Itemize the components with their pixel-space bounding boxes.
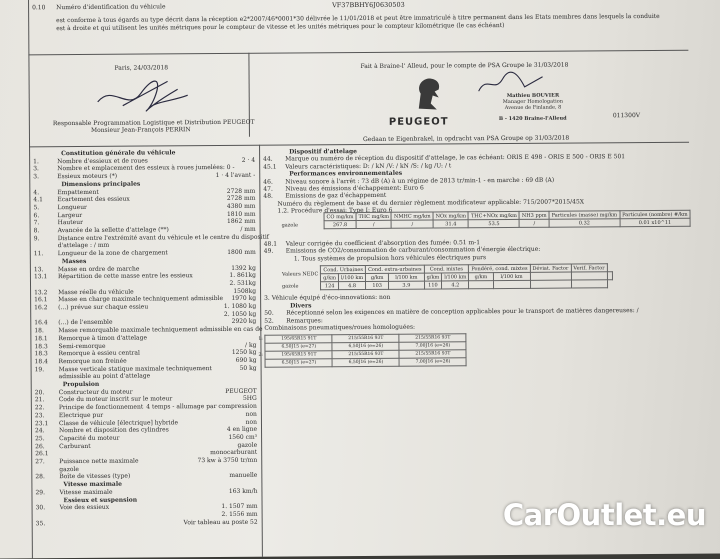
field-label: Masse en ordre de marche [58, 265, 140, 273]
field-label: Remarques: [286, 317, 323, 324]
field-number: 18.1 [34, 335, 47, 342]
field-label: Emissions de CO2/consommation de carburant/consommation d'énergie électrique: [286, 246, 541, 255]
table-cell [469, 281, 493, 289]
field-value: 1. 1507 mm [221, 503, 257, 510]
field-number: 5. [33, 204, 39, 211]
table-cell: 195/65R15 91T [265, 351, 332, 359]
section-heading: Essieux et suspension [63, 496, 137, 504]
field-value: non [246, 418, 257, 425]
right-place-date: Fait à Braine-l' Alleud, pour le compte de PSA Groupe le 31/03/2018 [360, 62, 568, 70]
field-label: Masse réelle du véhicule [58, 288, 134, 296]
field-value: 2728 mm [227, 195, 256, 202]
field-label: Longueur de la zone de chargement [58, 249, 168, 257]
left-name: Monsieur Jean-François PERRIN [91, 126, 191, 134]
signatory-name: Mathieu BOUVIER [507, 93, 559, 100]
field-number: 23.1 [35, 420, 48, 427]
table-cell: 267.8 [324, 221, 356, 229]
table-cell: 215/55R16 93T [332, 350, 399, 358]
table-header-cell: Cond. extra-urbaines [366, 265, 424, 273]
field-value: 1250 kg [232, 349, 257, 356]
field-label: Remorque à timon d'attelage [58, 334, 147, 342]
left-place-date: Paris, 24/03/2018 [114, 64, 168, 71]
field-number: 52. [264, 317, 274, 324]
table-cell [257, 359, 266, 367]
field-value: 1862 mm [227, 218, 256, 225]
field-value: 1800 mm [227, 249, 256, 256]
field-number: 22. [35, 404, 45, 411]
field-value: 50 kg [240, 364, 257, 371]
table-header-cell: THC mg/km [356, 212, 392, 220]
table-header-cell: g/km [424, 273, 442, 281]
table-cell: / [519, 219, 549, 227]
field-label: Emissions de gaz d'échappement [285, 192, 386, 200]
field-label: Numéro du règlement de base et du dernier règlement modificateur applicable: 715/2007*2015/45X [277, 198, 584, 207]
table-header-cell: NOx mg/km [433, 212, 468, 220]
table-header-cell: g/km [366, 273, 389, 281]
field-number: 16.1 [34, 297, 47, 304]
table-cell: 31.4 [433, 220, 468, 228]
field-value: 2920 kg [232, 318, 257, 325]
divider [28, 0, 33, 558]
field-number: 11. [34, 250, 44, 257]
field-label: 1.2. Procédure d'essai: Type I: Euro 6 [277, 207, 392, 215]
vin-number: VF37BBHY6J0630503 [332, 2, 405, 10]
table-cell: 2: [256, 351, 265, 359]
field-value: 1. 861kg [229, 272, 256, 279]
left-role: Responsable Programmation Logistique et Distribution PEUGEOT [53, 119, 255, 127]
field-value: monocarburant [210, 449, 257, 456]
field-value: 4 en ligne [227, 426, 257, 433]
table-header-cell [607, 272, 612, 280]
signatory-address: Avenue de Finlande, 8 [505, 105, 562, 112]
field-label: Masse remorquable maximale techniquement admissible en cas de [58, 326, 262, 334]
table-cell: 53.5 [468, 219, 519, 227]
field-label: Semi-remorque [58, 342, 105, 349]
table-cell: 215/55R16 93T [332, 334, 399, 342]
field-number: 8. [34, 227, 40, 234]
table-header-cell: NH3 ppm [519, 211, 549, 219]
field-number: 26.1 [35, 450, 48, 457]
table-cell: 110 [424, 281, 442, 289]
field-label: Essieux moteurs (*) [57, 173, 117, 180]
field-label: Hauteur [58, 219, 83, 226]
field-label: Voie des essieux [60, 504, 110, 511]
section-heading: Masses [62, 258, 87, 265]
divider [28, 50, 688, 56]
field-value: 1810 mm [227, 210, 256, 217]
field-number: 6. [33, 212, 39, 219]
field-value: 1 · 4 l'avant - [216, 172, 256, 179]
header-paragraph-1: est conforme à tous égards au type décrit dans la réception e2*2007/46*0001*30 délivrée le 11/01/2018 et peut être immatriculé à titre permanent dans les Etats membres dans lesquels la conduite [56, 13, 660, 24]
field-value: manuelle [229, 472, 257, 479]
section-heading: Propulsion [63, 381, 100, 388]
table-cell [530, 280, 571, 288]
field-label: Puissance nette maximale [59, 458, 138, 466]
table-cell: 215/55R16 93T [399, 334, 466, 342]
table-cell: 4.8 [338, 281, 365, 289]
field-label: Nombre et emplacement des essieux à roues jumelées: 0 - [57, 164, 234, 172]
dutch-statement: Gedaan te Eigenbrakel, in opdracht van PSA Groupe op 31/03/2018 [363, 135, 569, 143]
field-value: 2 · 4 [242, 156, 255, 163]
section-heading: Divers [290, 302, 311, 309]
field-value: 2. 1050 kg [224, 310, 256, 317]
field-value: gazole [237, 441, 257, 448]
field-number: 3. [33, 166, 39, 173]
section-heading: Dispositif d'attelage [289, 148, 357, 155]
field-value: 2728 mm [227, 187, 256, 194]
field-value: 4380 mm [227, 203, 256, 210]
field-label: Constructeur du moteur [59, 388, 133, 396]
table-cell: 6,50J15 (e=27) [265, 359, 332, 367]
field-label: Niveau des émissions d'échappement: Euro 6 [285, 185, 424, 193]
field-label: Réceptionné selon les exigences en matière de conception applicables pour le transport de matières dangereuses: / [286, 307, 638, 316]
field-value: 1508kg [233, 287, 256, 294]
field-number: 4. [33, 189, 39, 196]
field-label: Carburant [59, 442, 91, 449]
field-number: 45.1 [263, 163, 276, 170]
field-number: 46. [263, 178, 273, 185]
field-label: 1. Tous systèmes de propulsion hors véhicules électriques purs [294, 254, 486, 262]
peugeot-lion-icon [409, 73, 449, 113]
header-number: 0.10 [32, 4, 45, 11]
header-paragraph-2: est à droite et qui utilisent les unités métriques pour le compteur de vitesse et les unités métriques pour le compteur kilométrique (le cas échéant) [56, 22, 504, 32]
tyre-table [256, 333, 467, 367]
field-value: 2. 1556 mm [221, 511, 257, 518]
field-number: 3. [33, 173, 39, 180]
field-label: Principe de fonctionnement [59, 404, 143, 412]
table-header-cell: l/100 km [389, 273, 424, 281]
header-label: Numéro d'identification du véhicule [56, 3, 165, 11]
table-header-cell: g/km [469, 273, 493, 281]
field-label: Répartition de cette masse entre les essieux [58, 272, 193, 280]
field-value: 163 km/h [229, 488, 258, 495]
field-number: 28. [35, 474, 45, 481]
table-cell: 1: [256, 335, 265, 343]
table-row [280, 218, 691, 229]
peugeot-brand: PEUGEOT [389, 116, 449, 127]
table-cell: 4.2 [442, 281, 469, 289]
field-value: / mm [240, 226, 255, 233]
nedc-table [280, 263, 613, 290]
table-header-cell: NMHC mg/km [391, 212, 433, 220]
field-number: 4.1 [33, 196, 43, 203]
signatory-city: B - 1420 Braine-l'Alleud [499, 116, 567, 123]
table-header-cell: Verif. Factor [571, 264, 607, 272]
field-number: 49. [264, 248, 274, 255]
table-header-cell: l/100 km [338, 273, 365, 281]
field-label: Longueur [57, 204, 87, 211]
field-label: d'attelage : / mm [58, 242, 110, 249]
table-header-cell: Particules (nombre) #/km [620, 210, 691, 218]
section-heading: Performances environnementales [289, 170, 402, 178]
field-value: Voir tableau au poste 52 [184, 518, 258, 526]
field-number: 44. [263, 156, 273, 163]
field-number: 24. [35, 427, 45, 434]
section-heading: Vitesse maximale [63, 481, 122, 488]
field-number: 19. [35, 366, 45, 373]
table-header-cell: l/100 km [442, 273, 469, 281]
emissions-table [280, 210, 691, 230]
field-number: 18. [34, 327, 44, 334]
signature-left [93, 71, 203, 118]
field-label: Capacité du moteur [59, 435, 119, 442]
table-cell [493, 280, 530, 288]
field-value: 1. 1080 kg [224, 303, 256, 310]
field-value: 4 temps - allumage par compression [146, 403, 257, 411]
field-number: 9. [34, 235, 40, 242]
field-number: 48. [263, 193, 273, 200]
table-cell: 6,50J15 (e=27) [265, 343, 332, 351]
table-header-cell: l/100 km [493, 272, 530, 280]
field-number: 13.2 [34, 289, 47, 296]
field-label: Avancée de la sellette d'attelage (**) [58, 226, 169, 234]
document-number: 011300V [613, 112, 640, 119]
field-number: 23. [35, 412, 45, 419]
field-number: 7. [34, 220, 40, 227]
section-heading: Dimensions principales [61, 180, 140, 188]
table-header-cell: Cond. Urbaines [321, 265, 366, 273]
field-number: 26. [35, 443, 45, 450]
field-label: Masse verticale statique maximale techniquement [59, 365, 212, 373]
field-number: 30. [36, 504, 46, 511]
field-number: 48.1 [264, 241, 277, 248]
field-label: Combinaisons pneumatiques/roues homologuées: [264, 324, 415, 332]
field-number: 13.1 [34, 273, 47, 280]
table-cell: 0.01 x10^11 [620, 218, 691, 226]
field-label: Nombre d'essieux et de roues [57, 157, 148, 165]
field-value: non [246, 411, 257, 418]
field-value: / kg [245, 341, 256, 348]
field-number: 16.4 [34, 320, 47, 327]
field-number: 47. [263, 186, 273, 193]
field-label: Valeur corrigée du coefficient d'absorption des fumée: 0.51 m-1 [286, 239, 480, 247]
table-cell: 0.32 [549, 219, 620, 227]
field-label: Largeur [57, 212, 82, 219]
field-label: Boîte de vitesses (type) [59, 473, 130, 480]
field-number: 20. [35, 389, 45, 396]
field-number: 25. [35, 435, 45, 442]
field-label: Marque ou numéro de réception du dispositif d'attelage, le cas échéant: ORIS E 498 - ORIS E 500 - ORIS E 501 [285, 154, 625, 163]
table-header-cell: Valeurs NEDC [280, 266, 321, 282]
table-header-cell: Cond. mixtes [424, 265, 469, 273]
table-row [280, 280, 612, 290]
table-cell: 215/55R16 93T [399, 350, 466, 358]
table-header-cell: Déviat. Factor [530, 264, 571, 272]
field-number: 18.3 [34, 350, 47, 357]
table-cell: 195/65R15 91T [265, 335, 332, 343]
field-label: admissible au point d'attelage [59, 373, 151, 381]
field-label: 3. Véhicule équipé d'éco-innovations: non [264, 294, 390, 302]
field-label: gazole [59, 466, 79, 473]
field-label: Ecartement des essieux [57, 196, 129, 204]
field-number: 21. [35, 397, 45, 404]
field-label: Remorque non freinée [59, 358, 127, 365]
field-number: 18.4 [35, 358, 48, 365]
field-value: 73 kw à 3750 tr/mn [197, 457, 257, 464]
table-cell: gazole [280, 282, 321, 290]
field-number: 29. [35, 489, 45, 496]
field-value: 1560 cm³ [228, 434, 257, 441]
signatory-role: Manager Homologation [503, 99, 563, 106]
table-header-cell [571, 272, 607, 280]
table-cell: gazole [280, 221, 325, 229]
divider [29, 142, 689, 148]
field-number: 50. [264, 310, 274, 317]
caroutlet-watermark: CarOutlet.eu [503, 498, 706, 532]
field-label: Valeurs caractéristiques: D: / kN /V: / kN /S: / kg /U: / t [285, 162, 451, 170]
field-value: 690 kg [236, 357, 257, 364]
field-label: Empattement [57, 188, 98, 195]
table-cell: 7,00J16 (e=26) [399, 342, 466, 350]
field-label: (...) prévue sur chaque essieu [58, 304, 148, 312]
table-header-cell: THC+NOx mg/km [468, 211, 519, 219]
field-label: Masse en charge maximale techniquement admissible [58, 295, 223, 303]
field-label: (...) de l'ensemble [58, 319, 112, 326]
section-heading: Constitution générale du véhicule [61, 149, 175, 157]
field-value: 1392 kg [231, 264, 256, 271]
field-value: 5HG [243, 395, 257, 402]
field-label: Remorque à essieu central [58, 350, 139, 358]
field-value: 2. 531kg [229, 280, 256, 287]
field-number: 13. [34, 266, 44, 273]
table-cell: 7,00J16 (e=26) [399, 358, 466, 366]
table-cell: / [356, 220, 392, 228]
field-number: 18.3 [34, 343, 47, 350]
field-number: 1. [33, 158, 39, 165]
field-label: Niveau sonore à l'arrêt : 73 dB (A) à un régime de 2813 tr/min-1 - en marche : 69 dB (A) [285, 176, 554, 185]
field-label: Electrique pur [59, 412, 103, 419]
table-cell [256, 343, 265, 351]
table-cell: 124 [321, 282, 339, 290]
field-label: Code du moteur inscrit sur le moteur [59, 396, 172, 404]
table-row [257, 358, 467, 367]
table-cell [571, 280, 607, 288]
field-label: Vitesse maximale [59, 489, 112, 496]
field-number: 16.2 [34, 304, 47, 311]
field-label: Distance entre l'extrémité avant du véhicule et le centre du dispositif [58, 233, 269, 241]
table-cell: 103 [366, 281, 389, 289]
table-cell: 6,50J16 (e=26) [332, 342, 399, 350]
table-header-cell [530, 272, 571, 280]
table-cell: 6,50J16 (e=26) [332, 358, 399, 366]
table-header-cell: g/km [321, 274, 339, 282]
table-header-cell: Pondéré, cond. mixtes [469, 264, 530, 272]
table-header-cell: CO mg/km [324, 213, 356, 221]
field-number: 27. [35, 458, 45, 465]
field-label: Classe de véhicule [électrique] hybride [59, 419, 178, 427]
field-label: Nombre et disposition des cylindres [59, 427, 169, 435]
field-number: 35. [36, 520, 46, 527]
table-cell: 3.9 [389, 281, 424, 289]
table-cell: / [392, 220, 434, 228]
field-value: PEUGEOT [225, 387, 257, 394]
table-header-cell: Particules (masse) mg/km [549, 211, 620, 219]
field-value: 1970 kg [231, 295, 256, 302]
